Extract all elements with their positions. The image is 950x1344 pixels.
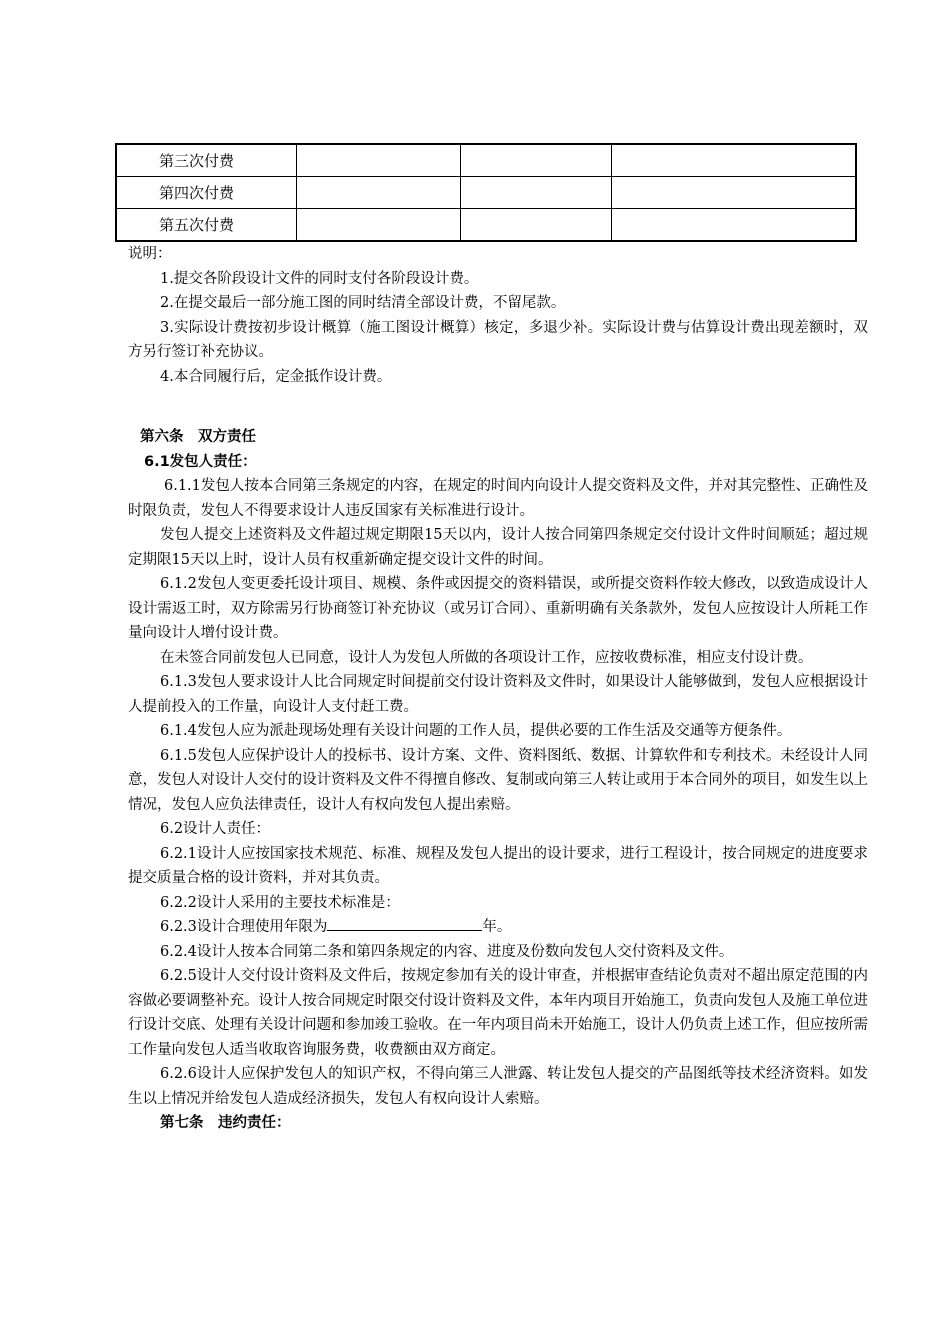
- note-item: 1.提交各阶段设计文件的同时支付各阶段设计费。: [160, 270, 479, 287]
- table-cell: [460, 144, 611, 177]
- article-6-heading: 第六条 双方责任: [140, 429, 256, 445]
- note-item: 2.在提交最后一部分施工图的同时结清全部设计费，不留尾款。: [160, 295, 566, 311]
- table-cell: [611, 144, 856, 177]
- paragraph: 6.2.6设计人应保护发包人的知识产权，不得向第三人泄露、转让发包人提交的产品图纸等技术经济资料。如发生以上情况并给发包人造成经济损失，发包人有权向设计人索赔。: [128, 1066, 868, 1107]
- design-life-suffix: 年。: [482, 919, 512, 935]
- paragraph: 6.1.4发包人应为派赴现场处理有关设计问题的工作人员，提供必要的工作生活及交通等方便条件。: [160, 723, 792, 739]
- table-cell: [460, 177, 611, 209]
- table-cell: [296, 177, 460, 209]
- article-7-heading: 第七条 违约责任：: [160, 1115, 291, 1131]
- design-life-blank[interactable]: [327, 916, 482, 931]
- spacer: [128, 389, 868, 425]
- paragraph: 6.2.4设计人按本合同第二条和第四条规定的内容、进度及份数向发包人交付资料及文件。: [160, 943, 734, 960]
- note-item: 4.本合同履行后，定金抵作设计费。: [160, 368, 392, 385]
- payment-table: [115, 143, 857, 242]
- table-cell-label: 第五次付费: [116, 209, 296, 242]
- table-row: [116, 144, 856, 177]
- section-6-2-heading: 6.2设计人责任：: [160, 821, 271, 837]
- notes-title: 说明：: [128, 246, 172, 262]
- table-cell: [611, 177, 856, 209]
- table-cell-label: 第四次付费: [116, 177, 296, 209]
- paragraph: 6.1.3发包人要求设计人比合同规定时间提前交付设计资料及文件时，如果设计人能够做到，发包人应根据设计人提前投入的工作量，向设计人支付赶工费。: [128, 674, 868, 715]
- paragraph: 发包人提交上述资料及文件超过规定期限15天以内，设计人按合同第四条规定交付设计文件时间顺延；超过规定期限15天以上时，设计人员有权重新确定提交设计文件的时间。: [128, 527, 868, 568]
- table-cell: [296, 209, 460, 242]
- paragraph: 6.1.5发包人应保护设计人的投标书、设计方案、文件、资料图纸、数据、计算软件和专利技术。未经设计人同意，发包人对设计人交付的设计资料及文件不得擅自修改、复制或向第三人转让或用于本合同外的项目，如发生以上情况，发包人应负法律责任，设计人有权向发包人提出索赔。: [128, 747, 868, 813]
- table-cell-label: 第三次付费: [116, 144, 296, 177]
- paragraph: 6.2.5设计人交付设计资料及文件后，按规定参加有关的设计审查，并根据审查结论负责对不超出原定范围的内容做必要调整补充。设计人按合同规定时限交付设计资料及文件，本年内项目开始施工，负责向发包人及施工单位进行设计交底、处理有关设计问题和参加竣工验收。在一年内项目尚未开始施工，设计人仍负责上述工作，但应按所需工作量向发包人适当收取咨询服务费，收费额由双方商定。: [128, 968, 868, 1058]
- table-row: [116, 209, 856, 242]
- table-cell: [611, 209, 856, 242]
- table-cell: [460, 209, 611, 242]
- section-6-1-heading: 6.1发包人责任：: [144, 453, 257, 470]
- paragraph-design-life: [128, 915, 868, 940]
- note-item: 3.实际设计费按初步设计概算（施工图设计概算）核定，多退少补。实际设计费与估算设计费出现差额时，双方另行签订补充协议。: [128, 319, 868, 360]
- table-row: [116, 177, 856, 209]
- table-cell: [296, 144, 460, 177]
- paragraph: 在未签合同前发包人已同意，设计人为发包人所做的各项设计工作，应按收费标准，相应支付设计费。: [160, 649, 813, 666]
- paragraph: 6.2.1设计人应按国家技术规范、标准、规程及发包人提出的设计要求，进行工程设计，按合同规定的进度要求提交质量合格的设计资料，并对其负责。: [128, 845, 868, 886]
- paragraph: 6.1.2发包人变更委托设计项目、规模、条件或因提交的资料错误，或所提交资料作较大修改，以致造成设计人设计需返工时，双方除需另行协商签订补充协议（或另订合同）、重新明确有关条款外，发包人应按设计人所耗工作量向设计人增付设计费。: [128, 576, 868, 641]
- paragraph: 6.2.2设计人采用的主要技术标准是：: [160, 894, 400, 911]
- document-body: [128, 242, 868, 1136]
- paragraph: 6.1.1发包人按本合同第三条规定的内容，在规定的时间内向设计人提交资料及文件，并对其完整性、正确性及时限负责，发包人不得要求设计人违反国家有关标准进行设计。: [128, 478, 868, 519]
- design-life-prefix: 6.2.3设计合理使用年限为: [160, 919, 328, 935]
